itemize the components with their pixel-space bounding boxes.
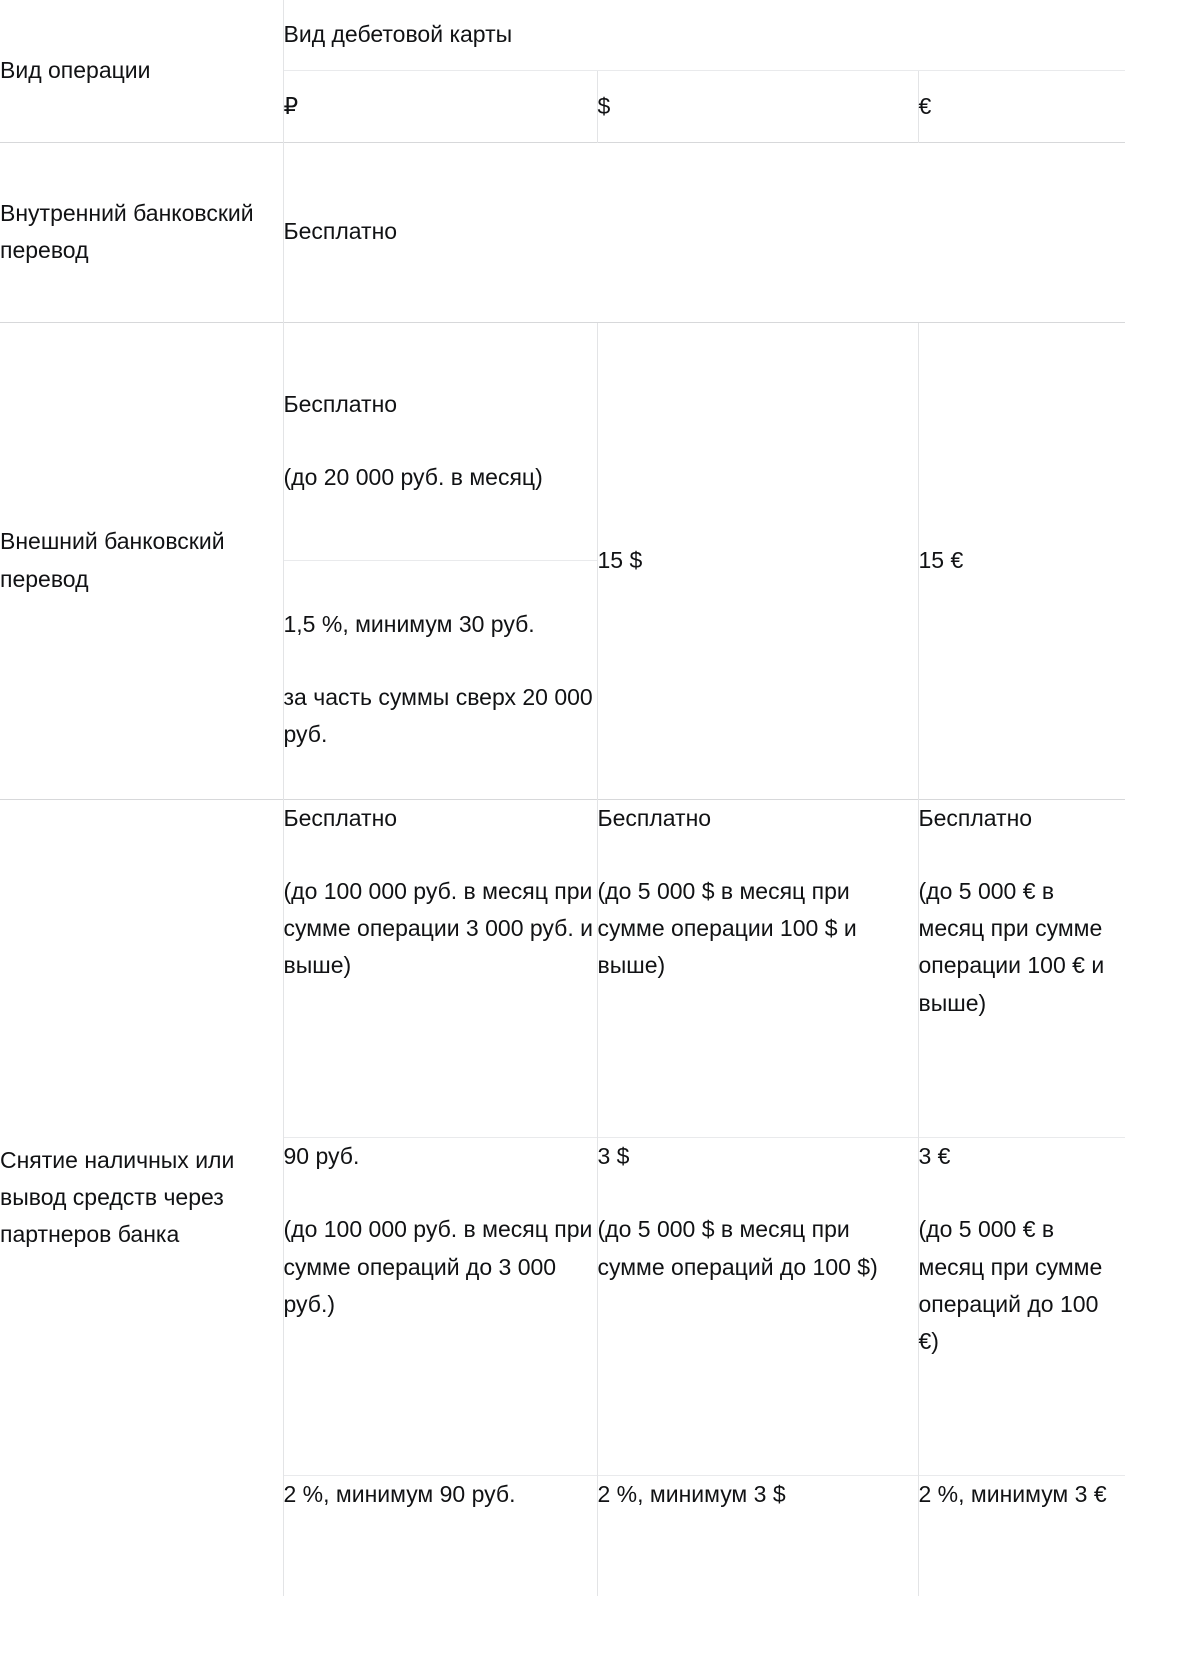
- subrow-external-rub-fee: [284, 561, 597, 799]
- subrow-cash-usd-free: [598, 800, 918, 1138]
- header-currency-eur: €: [918, 71, 1125, 142]
- cash-usd-fixed-main: 3 $: [597, 1143, 630, 1169]
- cell-cash-withdrawal-eur: [918, 799, 1125, 1596]
- subrow-cash-eur-free: [919, 800, 1126, 1138]
- header-card-type-group: Вид дебетовой карты: [283, 0, 1125, 71]
- cell-cash-withdrawal-usd: [597, 799, 918, 1596]
- cash-usd-free-note: (до 5 000 $ в месяц при сумме операции 100 $ и выше): [597, 877, 857, 979]
- header-currency-rub: ₽: [283, 71, 597, 142]
- table-row-cash-withdrawal: [0, 799, 1125, 1596]
- subrow-cash-eur-fixed: [919, 1138, 1126, 1476]
- cell-cash-withdrawal-rub: [283, 799, 597, 1596]
- cell-external-transfer-eur: 15 €: [918, 322, 1125, 799]
- row-label-cash-withdrawal: Снятие наличных или вывод средств через партнеров банка: [0, 799, 283, 1596]
- cash-usd-free-main: Бесплатно: [597, 804, 712, 831]
- table-row-internal-transfer: [0, 142, 1125, 322]
- subrow-external-rub-free: [284, 323, 597, 561]
- external-rub-fee-note: за часть суммы сверх 20 000 руб.: [283, 684, 593, 748]
- cash-eur-free-note: (до 5 000 € в месяц при сумме операции 100 € и выше): [918, 877, 1105, 1016]
- cell-external-transfer-usd: 15 $: [597, 322, 918, 799]
- nested-rub-subrows: [284, 800, 597, 1596]
- subrow-cash-eur-percent: [919, 1476, 1126, 1596]
- cash-eur-percent-main: 2 %, минимум 3 €: [918, 1481, 1107, 1507]
- nested-rub-subrows: [284, 323, 597, 799]
- cash-rub-free-main: Бесплатно: [283, 804, 398, 831]
- subrow-cash-rub-free: [284, 800, 597, 1138]
- cash-usd-fixed-note: (до 5 000 $ в месяц при сумме операций до 100 $): [597, 1216, 878, 1280]
- table-row: [0, 322, 1125, 799]
- subrow-cash-rub-percent: [284, 1476, 597, 1596]
- cell-external-transfer-rub: [283, 322, 597, 799]
- cash-rub-fixed-main: 90 руб.: [283, 1143, 360, 1169]
- external-rub-fee-main: 1,5 %, минимум 30 руб.: [283, 610, 535, 637]
- table-row-external-transfer: [0, 322, 1125, 799]
- nested-eur-subrows: [919, 800, 1126, 1596]
- table-header-group: [0, 0, 1125, 142]
- cash-usd-percent-main: 2 %, минимум 3 $: [597, 1481, 786, 1507]
- nested-usd-subrows: [598, 800, 918, 1596]
- subrow-cash-usd-fixed: [598, 1138, 918, 1476]
- cash-rub-fixed-note: (до 100 000 руб. в месяц при сумме операций до 3 000 руб.): [283, 1216, 593, 1317]
- table-row: [0, 799, 1125, 1596]
- external-rub-free-note: (до 20 000 руб. в месяц): [283, 464, 543, 491]
- table-row: [0, 142, 1125, 322]
- cell-internal-transfer-all-currencies: Бесплатно: [283, 142, 1125, 322]
- cash-rub-free-note: (до 100 000 руб. в месяц при сумме операции 3 000 руб. и выше): [283, 877, 593, 979]
- header-currency-usd: $: [597, 71, 918, 142]
- cash-eur-fixed-note: (до 5 000 € в месяц при сумме операций до 100 €): [918, 1216, 1103, 1354]
- header-row-group: [0, 0, 1125, 71]
- subrow-cash-usd-percent: [598, 1476, 918, 1596]
- cash-eur-free-main: Бесплатно: [918, 804, 1033, 831]
- cash-rub-percent-main: 2 %, минимум 90 руб.: [283, 1481, 516, 1507]
- external-rub-free-main: Бесплатно: [283, 391, 398, 417]
- row-label-internal-transfer: Внутренний банковский перевод: [0, 142, 283, 322]
- subrow-cash-rub-fixed: [284, 1138, 597, 1476]
- header-operation-type: Вид операции: [0, 57, 151, 84]
- cash-eur-fixed-main: 3 €: [918, 1143, 951, 1169]
- row-label-external-transfer: Внешний банковский перевод: [0, 322, 283, 799]
